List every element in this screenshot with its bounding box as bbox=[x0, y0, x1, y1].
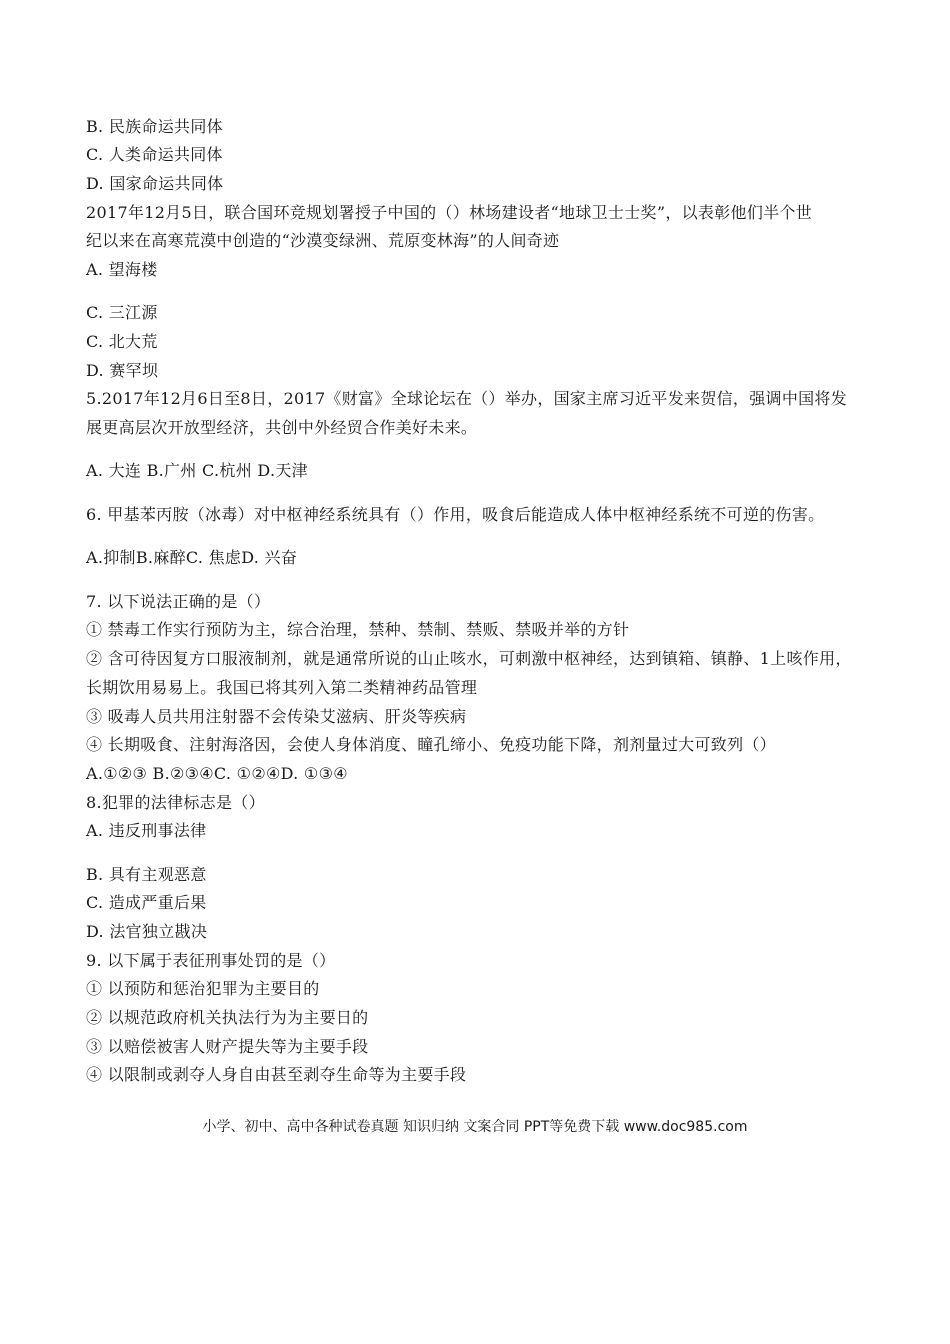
text-line: 2017年12月5日，联合国环竞规划署授子中国的（）林场建设者“地球卫士士奖”，以表彰他们半个世 bbox=[86, 203, 813, 222]
text-line: ④ 长期吸食、注射海洛因，会使人身体消度、瞳孔缔小、免疫功能下降，剂剂量过大可致列（） bbox=[86, 735, 776, 754]
text-line: 5.2017年12月6日至8日，2017《财富》全球论坛在（）举办，国家主席习近平发来贺信，强调中国将发 bbox=[86, 389, 848, 408]
footer-text: 小学、初中、高中各种试卷真题 知识归纳 文案合同 PPT等免费下载 www.doc985.com bbox=[202, 1119, 748, 1135]
text-line: A.①②③ B.②③④C. ①②④D. ①③④ bbox=[86, 764, 348, 783]
text-line: D. 赛罕坝 bbox=[86, 361, 159, 380]
text-line: ③ 吸毒人员共用注射器不会传染艾滋病、肝炎等疾病 bbox=[86, 707, 467, 726]
text-line: 8.犯罪的法律标志是（） bbox=[86, 793, 265, 812]
text-line: 长期饮用易易上。我国已将其列入第二类精神药品管理 bbox=[86, 678, 478, 697]
text-line: ④ 以限制或剥夺人身自由甚至剥夺生命等为主要手段 bbox=[86, 1065, 467, 1084]
text-line: ① 以预防和惩治犯罪为主要目的 bbox=[86, 979, 320, 998]
text-line: ① 禁毒工作实行预防为主，综合治理，禁种、禁制、禁贩、禁吸并举的方针 bbox=[86, 620, 630, 639]
text-line: A.抑制B.麻醉C. 焦虑D. 兴奋 bbox=[86, 548, 298, 567]
text-line: C. 造成严重后果 bbox=[86, 893, 207, 912]
text-line: C. 北大荒 bbox=[86, 332, 158, 351]
text-line: 纪以来在高寒荒漠中创造的“沙漠变绿洲、荒原变林海”的人间奇迹 bbox=[86, 231, 560, 250]
text-line: B. 具有主观恶意 bbox=[86, 865, 207, 884]
text-line: 6. 甲基苯丙胺（冰毒）对中枢神经系统具有（）作用，吸食后能造成人体中枢神经系统不可逆的伤害。 bbox=[86, 505, 825, 524]
text-line: 展更高层次开放型经济，共创中外经贸合作美好未来。 bbox=[86, 418, 478, 437]
text-line: C. 三江源 bbox=[86, 303, 158, 322]
text-line: C. 人类命运共同体 bbox=[86, 145, 223, 164]
text-line: ② 含可待因复方口服液制剂，就是通常所说的山止咳水，可刺激中枢神经，达到镇箱、镇静、1上咳作用， bbox=[86, 649, 852, 668]
text-line: 7. 以下说法正确的是（） bbox=[86, 592, 271, 611]
text-line: ③ 以赔偿被害人财产提失等为主要手段 bbox=[86, 1037, 369, 1056]
text-line: A. 大连 B.广州 C.杭州 D.天津 bbox=[86, 461, 308, 480]
text-line: 9. 以下属于表征刑事处罚的是（） bbox=[86, 951, 336, 970]
text-line: A. 违反刑事法律 bbox=[86, 821, 207, 840]
text-line: ② 以规范政府机关执法行为为主要日的 bbox=[86, 1008, 369, 1027]
text-line: B. 民族命运共同体 bbox=[86, 117, 223, 136]
text-line: D. 国家命运共同体 bbox=[86, 174, 224, 193]
text-line: A. 望海楼 bbox=[86, 260, 158, 279]
text-line: D. 法官独立戡决 bbox=[86, 922, 208, 941]
